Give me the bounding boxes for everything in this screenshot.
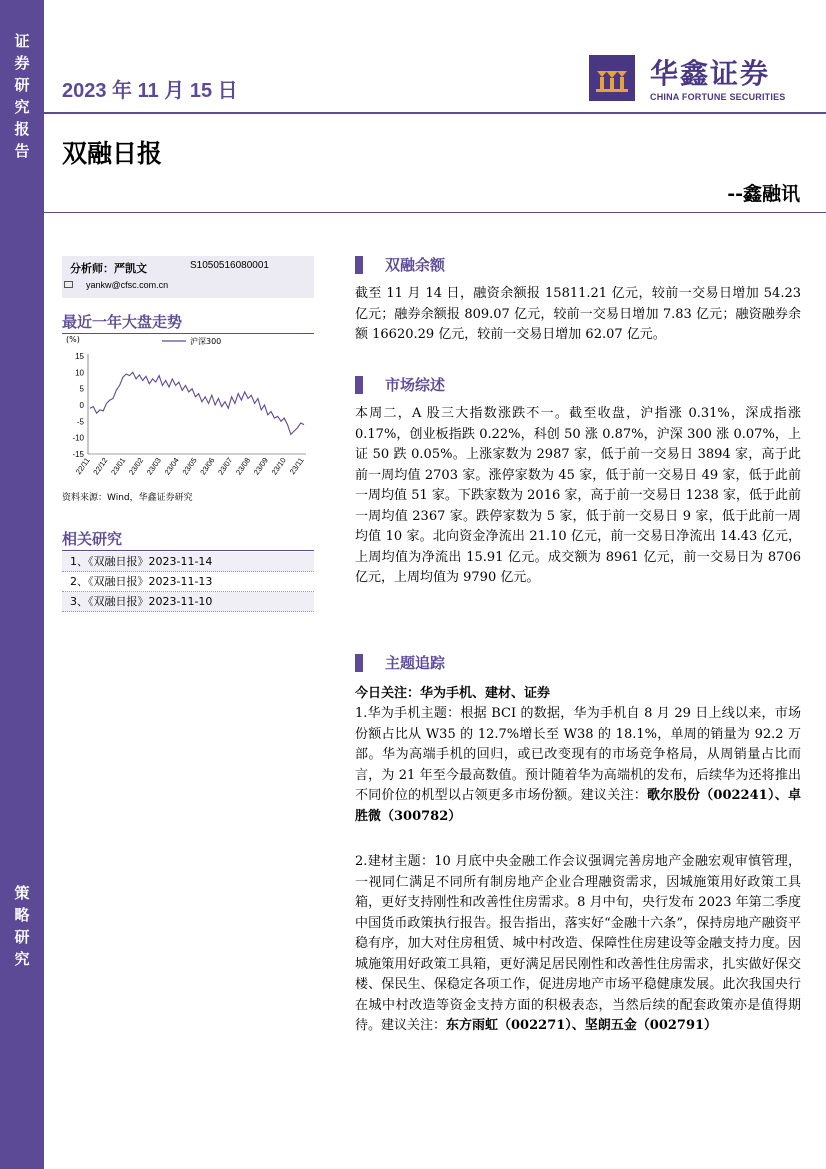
balance-paragraph: 截至 11 月 14 日，融资余额报 15811.21 亿元，较前一交易日增加 54.23 亿元；融券余额报 809.07 亿元，较前一交易日增加 7.83 亿元；融资融券余额 16620.29 亿元，较前一交易日增加 62.07 亿元。	[355, 286, 801, 342]
brand-name-cn: 华鑫证券	[650, 57, 771, 90]
related-research-item[interactable]: 2、《双融日报》2023-11-13	[62, 572, 314, 592]
title-divider	[44, 212, 826, 213]
x-tick-label: 22/11	[73, 455, 92, 477]
x-tick-label: 23/04	[162, 455, 181, 477]
x-tick-label: 23/11	[287, 455, 306, 477]
legend-label: 沪深300	[190, 337, 222, 346]
side-bar-bottom	[0, 212, 44, 1169]
side-tag-top: 证 券 研 究 报 告	[14, 32, 30, 160]
side-tag-bottom: 策 略 研 究	[14, 884, 30, 968]
brand-name-en: CHINA FORTUNE SECURITIES	[650, 92, 786, 102]
y-unit-label: (%)	[66, 335, 80, 344]
mail-icon	[64, 281, 73, 288]
related-research-title: 相关研究	[62, 530, 123, 548]
section-balance-title: 双融余额	[385, 256, 446, 274]
x-tick-label: 23/05	[180, 455, 199, 477]
x-tick-label: 23/10	[269, 455, 288, 477]
theme-1-text: 1.华为手机主题：根据 BCI 的数据，华为手机自 8 月 29 日上线以来，市场份额占比从 W35 的 12.7%增长至 W38 的 18.1%，单周的销量为 92.2 万部。华为高端手机的回归，或已改变现有的市场竞争格局，从周销量占比而言，为 21 年至今最高数值。预计随着华为高端机的发布，后续华为还将推出不同价位的机型以占领更多市场份额。建议关注：	[355, 706, 801, 803]
x-tick-label: 23/06	[198, 455, 217, 477]
related-research-rule	[62, 550, 314, 551]
analyst-name: 分析师：严凯文	[70, 262, 147, 275]
header-divider	[44, 112, 826, 114]
y-tick-label: -5	[76, 417, 84, 427]
related-research-list	[62, 552, 314, 612]
market-paragraph: 本周二，A 股三大指数涨跌不一。截至收盘，沪指涨 0.31%，深成指涨 0.17%，创业板指跌 0.22%，科创 50 涨 0.87%，沪深 300 涨 0.07%，上证 50 跌 0.05%。上涨家数为 2987 家，低于前一交易日 3894 家，高于此前一周均值 2703 家。涨停家数为 45 家，低于前一交易日 49 家，低于此前一周均值 51 家。下跌家数为 2016 家，高于前一交易日 1238 家，低于此前一周均值 2367 家。跌停家数为 5 家，低于前一交易日 9 家，低于此前一周均值 10 家。北向资金净流出 21.10 亿元，前一交易日净流出 14.43 亿元，上周均值为净流出 15.91 亿元。成交额为 8961 亿元，前一交易日为 8706 亿元，上周均值为 9790 亿元。	[355, 406, 801, 585]
x-tick-label: 23/01	[109, 455, 128, 477]
report-date: 2023 年 11 月 15 日	[62, 80, 238, 102]
today-focus: 今日关注：华为手机、建材、证券	[355, 686, 551, 701]
theme-2-stocks: 东方雨虹（002271）、坚朗五金（002791）	[446, 1018, 718, 1033]
analyst-cert-id: S1050516080001	[190, 260, 269, 271]
section-marker	[355, 654, 363, 672]
theme-2-paragraph	[355, 852, 801, 1037]
x-tick-label: 22/12	[91, 455, 110, 477]
analyst-email: yankw@cfsc.com.cn	[86, 280, 169, 290]
theme-2-text: 2.建材主题：10 月底中央金融工作会议强调完善房地产金融宏观审慎管理，一视同仁满足不同所有制房地产企业合理融资需求，因城施策用好政策工具箱，更好支持刚性和改善性住房需求。8 月中旬，央行发布 2023 年第二季度中国货币政策执行报告。报告指出，落实好“金融十六条”，保持房地产融资平稳有序，加大对住房租赁、城中村改造、保障性住房建设等金融支持力度。因城施策用好政策工具箱，更好满足居民刚性和改善性住房需求，扎实做好保交楼、保民生、保稳定各项工作，促进房地产市场平稳健康发展。此次我国央行在城中村改造等资金支持方面的积极表态，当然后续的配套政策亦是值得期待。建议关注：	[355, 854, 801, 1033]
x-tick-label: 23/02	[126, 455, 146, 477]
y-tick-label: 15	[75, 352, 84, 361]
theme-1-paragraph	[355, 704, 801, 827]
section-marker	[355, 376, 363, 394]
y-tick-label: -10	[72, 433, 84, 443]
y-tick-label: 0	[79, 401, 84, 410]
section-market-title: 市场综述	[385, 376, 446, 394]
market-line-chart	[62, 330, 314, 490]
x-tick-label: 23/08	[233, 455, 253, 477]
side-bar	[0, 0, 44, 1169]
report-subtitle: --鑫融讯	[727, 183, 800, 205]
brand-logo-icon	[589, 55, 635, 101]
x-tick-label: 23/09	[251, 455, 270, 477]
y-tick-label: 5	[79, 384, 84, 394]
theme-1-stocks: 歌尔股份（002241）、卓胜微（300782）	[355, 788, 801, 824]
market-chart-title: 最近一年大盘走势	[62, 313, 183, 331]
source-note: 资料来源：Wind，华鑫证券研究	[62, 493, 193, 503]
x-tick-label: 23/07	[216, 455, 235, 477]
series-line-hs300	[90, 372, 304, 434]
report-title: 双融日报	[62, 139, 163, 168]
section-marker	[355, 256, 363, 274]
y-tick-label: 10	[75, 368, 84, 378]
related-research-item[interactable]: 3、《双融日报》2023-11-10	[62, 592, 314, 612]
section-theme-title: 主题追踪	[385, 654, 446, 672]
related-research-item[interactable]: 1、《双融日报》2023-11-14	[62, 552, 314, 572]
y-tick-label: -15	[72, 450, 84, 459]
x-tick-label: 23/03	[144, 455, 163, 477]
